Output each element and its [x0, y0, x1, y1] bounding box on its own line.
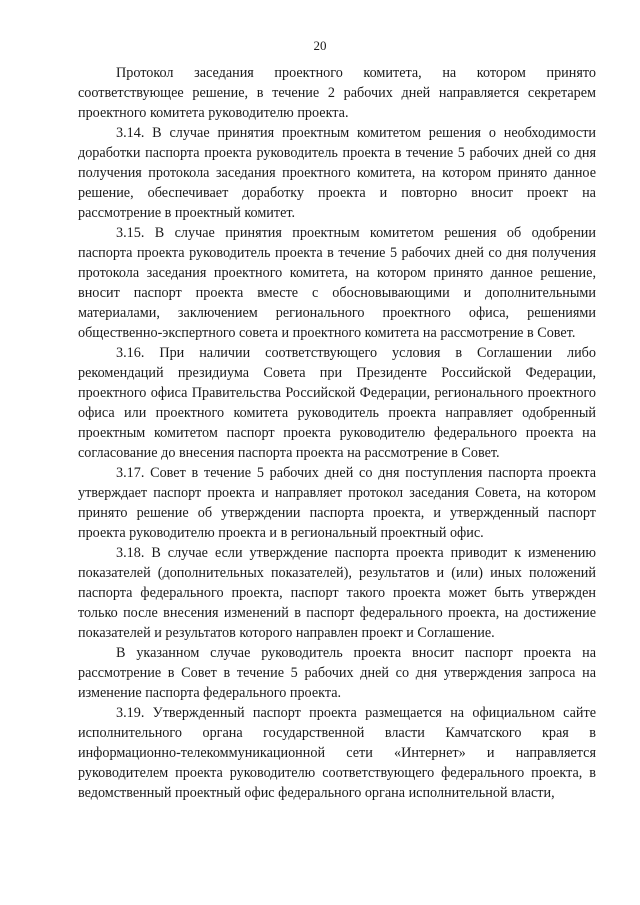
paragraph-3-18: 3.18. В случае если утверждение паспорта проекта приводит к изменению показателей (дополнительных показателей), результатов и (или) иных положений паспорта федерального проекта, паспорт такого проекта может быть утвержден только после внесения изменений в паспорт федерального проекта, на достижение показателей и результатов которого направлен проект и Соглашение.	[78, 545, 596, 641]
paragraph-3-14: 3.14. В случае принятия проектным комитетом решения о необходимости доработки паспорта проекта руководитель проекта в течение 5 рабочих дней со дня получения протокола заседания проектного комитета, на котором принято данное решение, обеспечивает доработку проекта и повторно вносит проект на рассмотрение в проектный комитет.	[78, 125, 596, 221]
paragraph-3-17: 3.17. Совет в течение 5 рабочих дней со дня поступления паспорта проекта утверждает паспорт проекта и направляет протокол заседания Совета, на котором принято решение об утверждении паспорта проекта, и утвержденный паспорт проекта руководителю проекта и в региональный проектный офис.	[78, 465, 596, 541]
paragraph-3-19: 3.19. Утвержденный паспорт проекта размещается на официальном сайте исполнительного органа государственной власти Камчатского края в информационно-телекоммуникационной сети «Интернет» и направляется руководителем проекта руководителю соответствующего федерального проекта, в ведомственный проектный офис федерального органа исполнительной власти,	[78, 705, 596, 801]
document-body	[78, 63, 596, 803]
page-number: 20	[313, 38, 327, 53]
paragraph-3-16: 3.16. При наличии соответствующего условия в Соглашении либо рекомендаций президиума Совета при Президенте Российской Федерации, проектного офиса Правительства Российской Федерации, регионального проектного офиса или проектного комитета руководитель проекта направляет одобренный проектным комитетом паспорт проекта руководителю федерального проекта на согласование до внесения паспорта проекта на рассмотрение в Совет.	[78, 345, 596, 461]
paragraph-3-18-continued: В указанном случае руководитель проекта вносит паспорт проекта на рассмотрение в Совет в течение 5 рабочих дней со дня утверждения запроса на изменение паспорта федерального проекта.	[78, 645, 596, 701]
paragraph-3-15: 3.15. В случае принятия проектным комитетом решения об одобрении паспорта проекта руководитель проекта в течение 5 рабочих дней со дня получения протокола заседания проектного комитета, на котором принято данное решение, вносит паспорт проекта вместе с обосновывающими и дополнительными материалами, заключением регионального проектного офиса, решениями общественно-экспертного совета и проектного комитета на рассмотрение в Совет.	[78, 225, 596, 341]
paragraph-protocol: Протокол заседания проектного комитета, на котором принято соответствующее решение, в течение 2 рабочих дней направляется секретарем проектного комитета руководителю проекта.	[78, 65, 596, 121]
